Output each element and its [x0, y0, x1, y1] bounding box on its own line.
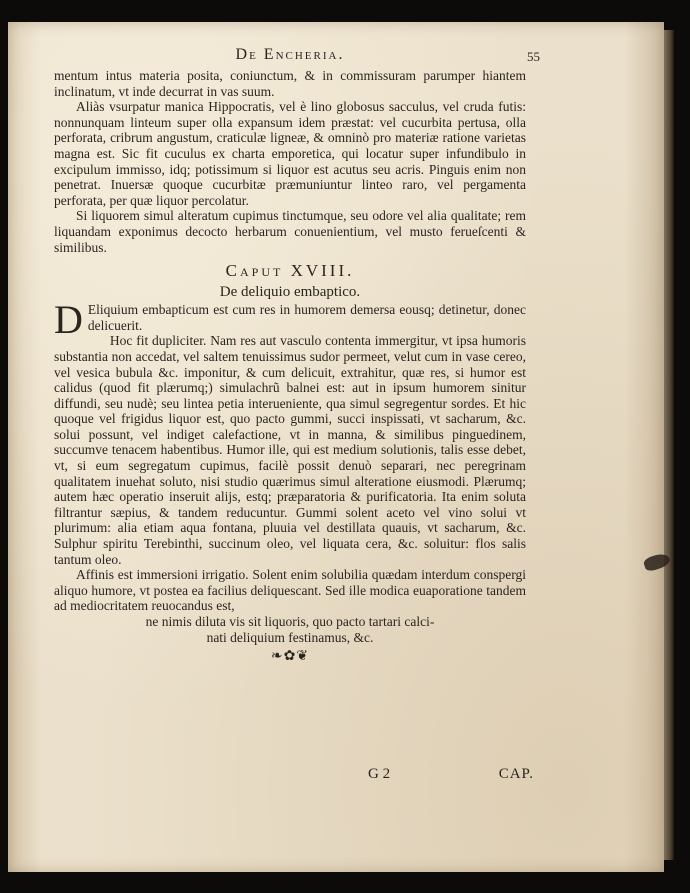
- page-footer: [54, 766, 534, 786]
- paragraph-filters: Aliàs vsurpatur manica Hippocratis, vel è lino globosus sacculus, vel cruda futis: nonnunquam linteum super olla expansum idem præstat: vel cucurbita pertusa, olla perforata, cribrum angustum, craticulæ ligneæ, & omninò pro materiæ ratione varietas magna est. Sic fit cuculus ex charta emporetica, qui locatur super infundibulo in excipulum immisso, idq; potissimum si liquor est acutus seu acris. Pinguis enim non penetrat. Inuersæ quoque cucurbitæ præmuniuntur linteo raro, vel pergamenta perforata, per quæ liquor percolatur.: [54, 99, 526, 208]
- chapter-heading: Caput XVIII.: [225, 261, 355, 281]
- fleuron-ornament: ❧✿❦: [270, 649, 310, 665]
- signature-mark: G 2: [368, 766, 391, 782]
- paragraph-tincture: Si liquorem simul alteratum cupimus tinctumque, seu odore vel alia qualitate; rem liquandam exponimus decocto herbarum conuenientium, vel musto ferueſcenti & similibus.: [54, 208, 526, 255]
- page-number: 55: [527, 49, 540, 64]
- closing-line: ne nimis diluta vis sit liquoris, quo pacto tartari calci-: [145, 614, 435, 629]
- page-edge-shadow: [664, 30, 674, 860]
- closing-line: nati deliquium festinamus, &c.: [206, 629, 374, 645]
- definition-text: Eliquium embapticum est cum res in humorem demersa eousq; detinetur, donec delicuerit.: [87, 302, 526, 333]
- running-head-title: De Encheria.: [235, 46, 345, 63]
- paragraph-methods: Hoc fit dupliciter. Nam res aut vasculo contenta immergitur, vt ipsa humoris substantia non accedat, vel saltem tenuissimus sudor permeet, velut cum in vase cereo, vel vesica bubula &c. imponitur, & cum delicuit, extrahitur, quæ res, si humor est calidus (quod fit plærumq;) simulachrũ balnei est: aut in ipsum humorem sinitur diffundi, seu nudè; seu lintea petia interueniente, qua simul segregentur sordes. Et hic quoque vel frigidus liquor est, quo pacto gummi, succi inspissati, vt sacharum, &c. solui possunt, vel indiget calefactione, vt in manna, & similibus pinguedinem, succumve tenacem habentibus. Humor ille, qui est medium solutionis, talis esse debet, vt, si eum segregatum cupimus, facilè possit denuò separari, nec peregrinam qualitatem inuehat soluto, nisi studio quærimus simul alteratione eiusmodi. Plærumq; autem hæc operatio inseruit alijs, estq; præparatoria & purificatoria. Ita enim soluta filtrantur sæpius, & tandem reducuntur. Gummi solent aceto vel vino solui vt plurimum: alia etiam aqua fontana, pluuia vel destillata quauis, vt sacharum, &c. Sulphur spiritu Terebinthi, succinum oleo, vel liquata cera, &c. soluitur: flos salis tantum oleo.: [54, 333, 526, 567]
- closing-lines: [54, 614, 526, 645]
- paragraph-definition: [54, 297, 526, 343]
- paragraph-irrigation: Affinis est immersioni irrigatio. Solent enim solubilia quædam interdum conspergi aliquo humore, vt postea ea facilius deliquescant. Sed ille modica euaporatione tandem ad mediocritatem reuocandus est,: [54, 567, 526, 614]
- drop-cap-initial: D: [54, 297, 83, 343]
- running-head: [54, 46, 540, 68]
- text-block: [54, 46, 540, 665]
- chapter-subtitle: De deliquio embaptico.: [219, 284, 361, 301]
- paragraph-continuation: mentum intus materia posita, coniunctum, & in commissuram parumper hiantem inclinatum, vt inde decurrat in vas suum.: [54, 68, 526, 99]
- catchword: CAP.: [498, 766, 534, 782]
